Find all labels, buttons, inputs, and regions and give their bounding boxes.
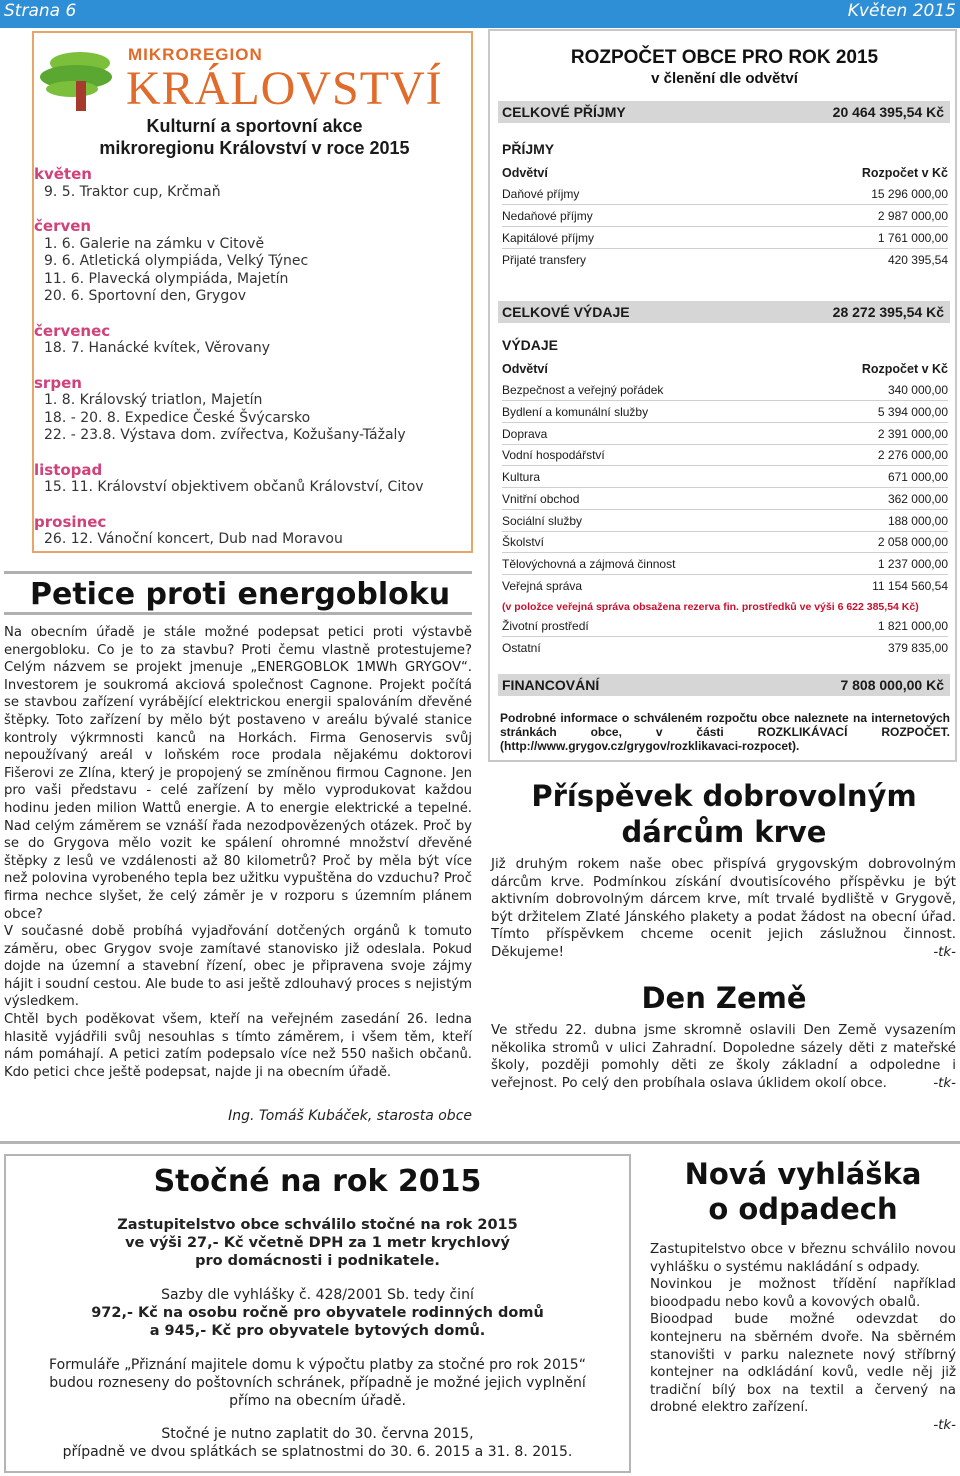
- event-item: 9. 5. Traktor cup, Krčmaň: [44, 183, 221, 200]
- event-item: 9. 6. Atletická olympiáda, Velký Týnec: [44, 253, 309, 269]
- stocne-box: [4, 1154, 631, 1473]
- event-item: 1. 8. Královský triatlon, Majetín: [44, 392, 263, 408]
- stocne-forms-line: přímo na obecním úřadě.: [229, 1393, 406, 1409]
- blood-text: Již druhým rokem naše obec přispívá grygovským dobrovolným dárcům krve. Podmínkou získání dvoutisícového příspěvku je být aktivním dobrovolným dárcem krve, mít trvalé bydliště v Grygově, být držitelem Zlaté Jánského plakety a podat žádost na obecní úřad. Tímto příspěvkem chceme ocenit jejich záslužnou činnost. Děkujeme! -tk-: [491, 857, 956, 960]
- expense-col-header: Odvětví Rozpočet v Kč: [502, 362, 948, 376]
- table-row: Tělovýchovná a zájmová činnost 1 237 000,00: [502, 555, 948, 575]
- petice-article: [4, 624, 472, 1081]
- income-section-label: PŘÍJMY: [502, 141, 555, 157]
- event-item: 26. 12. Vánoční koncert, Dub nad Moravou: [44, 531, 343, 547]
- month-label: prosinec: [34, 512, 107, 531]
- stocne-title: Stočné na rok 2015: [153, 1164, 482, 1199]
- month-label: červen: [34, 217, 92, 235]
- table-row: Bydlení a komunální služby 5 394 000,00: [502, 403, 948, 423]
- budget-subtitle: v členění dle odvětví: [651, 70, 798, 87]
- petice-paragraph: Na obecním úřadě je stále možné podepsat petici proti výstavbě energobloku. Co je to za stavbu? Proti čemu vlastně protestujeme? Celým názvem se projekt jmenuje „ENERGOBLOK 1MWh GRYGOV“. Investorem je soukromá akciová společnost Cagnone. Projekt počítá se stavbou zařízení vyrábějící elektrickou energii spalováním dřevěné štěpky. Toto zařízení by mělo být postaveno v areálu bývalé stanice kontroly výkrmnosti kanců na Horkách. Firma Genoservis svůj nepoužívaný areál v loňském roce prodala nějakému doktorovi Fišerovi ze Zlína, který je propojený se zmíněnou firmou Cagnone. Jen pro vaši představu - celé zařízení by mělo vyprodukovat každou hodinu jeden milion Wattů energie. A to energie elektrické a tepelné. Nad celým záměrem se vznáší řada nezodpovězených otázek. Proč by se do Grygova mělo vozit ke spálení ohromné množství dřevěné štěpky z lesů ve vzdálenosti až 80 kilometrů? Proč by měla být více než polovina vyrobeného tepla bez užitku vypuštěna do vzduchu? Proč firma nechce slyšet, že celý záměr je v rozporu s územním plánem obce?: [4, 625, 472, 922]
- income-total-bar: CELKOVÉ PŘÍJMY 20 464 395,54 Kč: [498, 101, 950, 123]
- issue-date: Květen 2015: [847, 1, 956, 21]
- event-item: 20. 6. Sportovní den, Grygov: [44, 288, 247, 304]
- stocne-rate: 972,- Kč na osobu ročně pro obyvatele rodinných domů: [91, 1305, 544, 1321]
- stocne-bold-line: pro domácnosti i podnikatele.: [195, 1253, 440, 1269]
- events-title: Kulturní a sportovní akce mikroregionu Království v roce 2015: [99, 116, 410, 158]
- waste-paragraph: Novinkou je možnost třídění například bioodpadu nebo kovů a kovových obalů.: [650, 1277, 956, 1310]
- budget-footer: Podrobné informace o schváleném rozpočtu obce naleznete na internetových stránkách obce, v části ROZKLIKÁVACÍ ROZPOČET. (http://www.grygov.cz/grygov/rozklikavaci-rozpocet).: [500, 711, 950, 753]
- stocne-pay-line: Stočné je nutno zaplatit do 30. června 2015,: [161, 1426, 474, 1442]
- petice-title: Petice proti energobloku: [30, 577, 451, 612]
- table-row: Bezpečnost a veřejný pořádek 340 000,00: [502, 381, 948, 401]
- event-item: 15. 11. Království objektivem občanů Království, Citov: [44, 479, 424, 495]
- earth-day-text: Ve středu 22. dubna jsme skromně oslavili Den Země vysazením několika stromů v ulici Zahradní. Dopoledne sázely děti z mateřské školy, později pomohly děti ze školy základní a odpoledne i veřejnost. Po celý den probíhala oslava úklidem okolí obce. -tk-: [491, 1023, 956, 1091]
- event-item: 22. - 23.8. Výstava dom. zvířectva, Kožušany-Tážaly: [44, 427, 406, 443]
- logo-small-text: MIKROREGION: [128, 45, 263, 64]
- stocne-bold-line: Zastupitelstvo obce schválilo stočné na rok 2015: [117, 1217, 518, 1233]
- stocne-bold-line: ve výši 27,- Kč včetně DPH za 1 metr krychlový: [125, 1235, 510, 1251]
- financing-bar: FINANCOVÁNÍ 7 808 000,00 Kč: [498, 674, 950, 696]
- reserve-note: (v položce veřejná správa obsažena rezerva fin. prostředků ve výši 6 622 385,54 Kč): [502, 601, 919, 613]
- blood-title: Příspěvek dobrovolným dárcům krve: [531, 779, 917, 849]
- event-item: 18. - 20. 8. Expedice České Švýcarsko: [44, 409, 311, 426]
- waste-title: Nová vyhláška o odpadech: [684, 1157, 922, 1226]
- stocne-pay-line: případně ve dvou splátkách se splatnostmi do 30. 6. 2015 a 31. 8. 2015.: [62, 1444, 573, 1460]
- income-col-header: Odvětví Rozpočet v Kč: [502, 166, 948, 180]
- page-header: [0, 0, 960, 28]
- event-item: 11. 6. Plavecká olympiáda, Majetín: [44, 270, 289, 287]
- month-label: květen: [34, 165, 92, 183]
- tree-logo-icon: [38, 41, 128, 113]
- petice-signature: Ing. Tomáš Kubáček, starosta obce: [228, 1108, 472, 1124]
- table-row: Kultura 671 000,00: [502, 468, 948, 488]
- waste-text: [650, 1241, 956, 1435]
- table-row: Ostatní 379 835,00: [502, 641, 948, 655]
- logo-big-text: KRÁLOVSTVÍ: [126, 62, 443, 115]
- petice-banner: [4, 571, 472, 615]
- waste-paragraph: Bioodpad bude možné odevzdat do kontejneru na sběrném dvoře. Na sběrném stanovišti v parku naleznete nový stříbrný kontejner na odkládání kovů, vedle něj již tradiční bílý box na textil a červený na drobné elektro zařízení.: [650, 1312, 956, 1416]
- month-label: červenec: [34, 321, 111, 340]
- expense-total-bar: CELKOVÉ VÝDAJE 28 272 395,54 Kč: [498, 301, 950, 323]
- events-box: [32, 31, 473, 553]
- event-item: 1. 6. Galerie na zámku v Citově: [44, 235, 265, 252]
- stocne-rates-intro: Sazby dle vyhlášky č. 428/2001 Sb. tedy činí: [161, 1287, 474, 1303]
- petice-paragraph: Chtěl bych poděkovat všem, kteří na veřejném zasedání 26. ledna hlasitě vyjádřili svůj nesouhlas s tímto záměrem, i všem těm, kteří nám pomáhají. A petici zatím podepsalo více než 550 našich občanů. Kdo petici chce ještě podepsat, najde ji na obecním úřadě.: [4, 1012, 472, 1080]
- page-number: Strana 6: [4, 1, 77, 21]
- table-row: Vnitřní obchod 362 000,00: [502, 490, 948, 510]
- mikroregion-logo: [38, 41, 443, 119]
- budget-panel: [488, 29, 957, 762]
- earth-day-signature: -tk-: [933, 1075, 956, 1091]
- table-row: Sociální služby 188 000,00: [502, 512, 948, 532]
- table-row: Veřejná správa 11 154 560,54: [502, 579, 948, 593]
- event-item: 18. 7. Hanácké kvítek, Věrovany: [44, 340, 270, 356]
- events-list: [34, 166, 475, 549]
- budget-title: ROZPOČET OBCE PRO ROK 2015: [570, 47, 879, 68]
- waste-paragraph: Zastupitelstvo obce v březnu schválilo novou vyhlášku o systému nakládání s odpady.: [650, 1242, 956, 1275]
- earth-day-title: Den Země: [641, 981, 807, 1015]
- stocne-forms-line: Formuláře „Přiznání majitele domu k výpočtu platby za stočné pro rok 2015“: [49, 1357, 586, 1373]
- table-row: Kapitálové příjmy 1 761 000,00: [502, 229, 948, 249]
- section-divider: [0, 1141, 960, 1144]
- table-row: Doprava 2 391 000,00: [502, 425, 948, 445]
- table-row: Přijaté transfery 420 395,54: [502, 253, 948, 267]
- table-row: Vodní hospodářství 2 276 000,00: [502, 446, 948, 466]
- stocne-forms-line: budou rozneseny do poštovních schránek, případně je možné jejich vyplnění: [49, 1375, 586, 1391]
- table-row: Životní prostředí 1 821 000,00: [502, 617, 948, 637]
- month-label: srpen: [34, 373, 82, 392]
- month-label: listopad: [34, 460, 103, 479]
- blood-signature: -tk-: [933, 944, 956, 960]
- expense-section-label: VÝDAJE: [502, 337, 559, 353]
- waste-signature: -tk-: [933, 1417, 956, 1433]
- table-row: Nedaňové příjmy 2 987 000,00: [502, 207, 948, 227]
- table-row: Daňové příjmy 15 296 000,00: [502, 185, 948, 205]
- petice-paragraph: V současné době probíhá vyjadřování dotčených orgánů k tomuto záměru, obec Grygov svoje zamítavé stanovisko již odeslala. Pokud dojde na územní a stavební řízení, obec je připravena svoje zájmy hájit i soudní cestou. Ale bude to asi ještě zdlouhavý proces s nejistým výsledkem.: [4, 924, 472, 1010]
- stocne-rate: a 945,- Kč pro obyvatele bytových domů.: [149, 1323, 486, 1339]
- table-row: Školství 2 058 000,00: [502, 533, 948, 553]
